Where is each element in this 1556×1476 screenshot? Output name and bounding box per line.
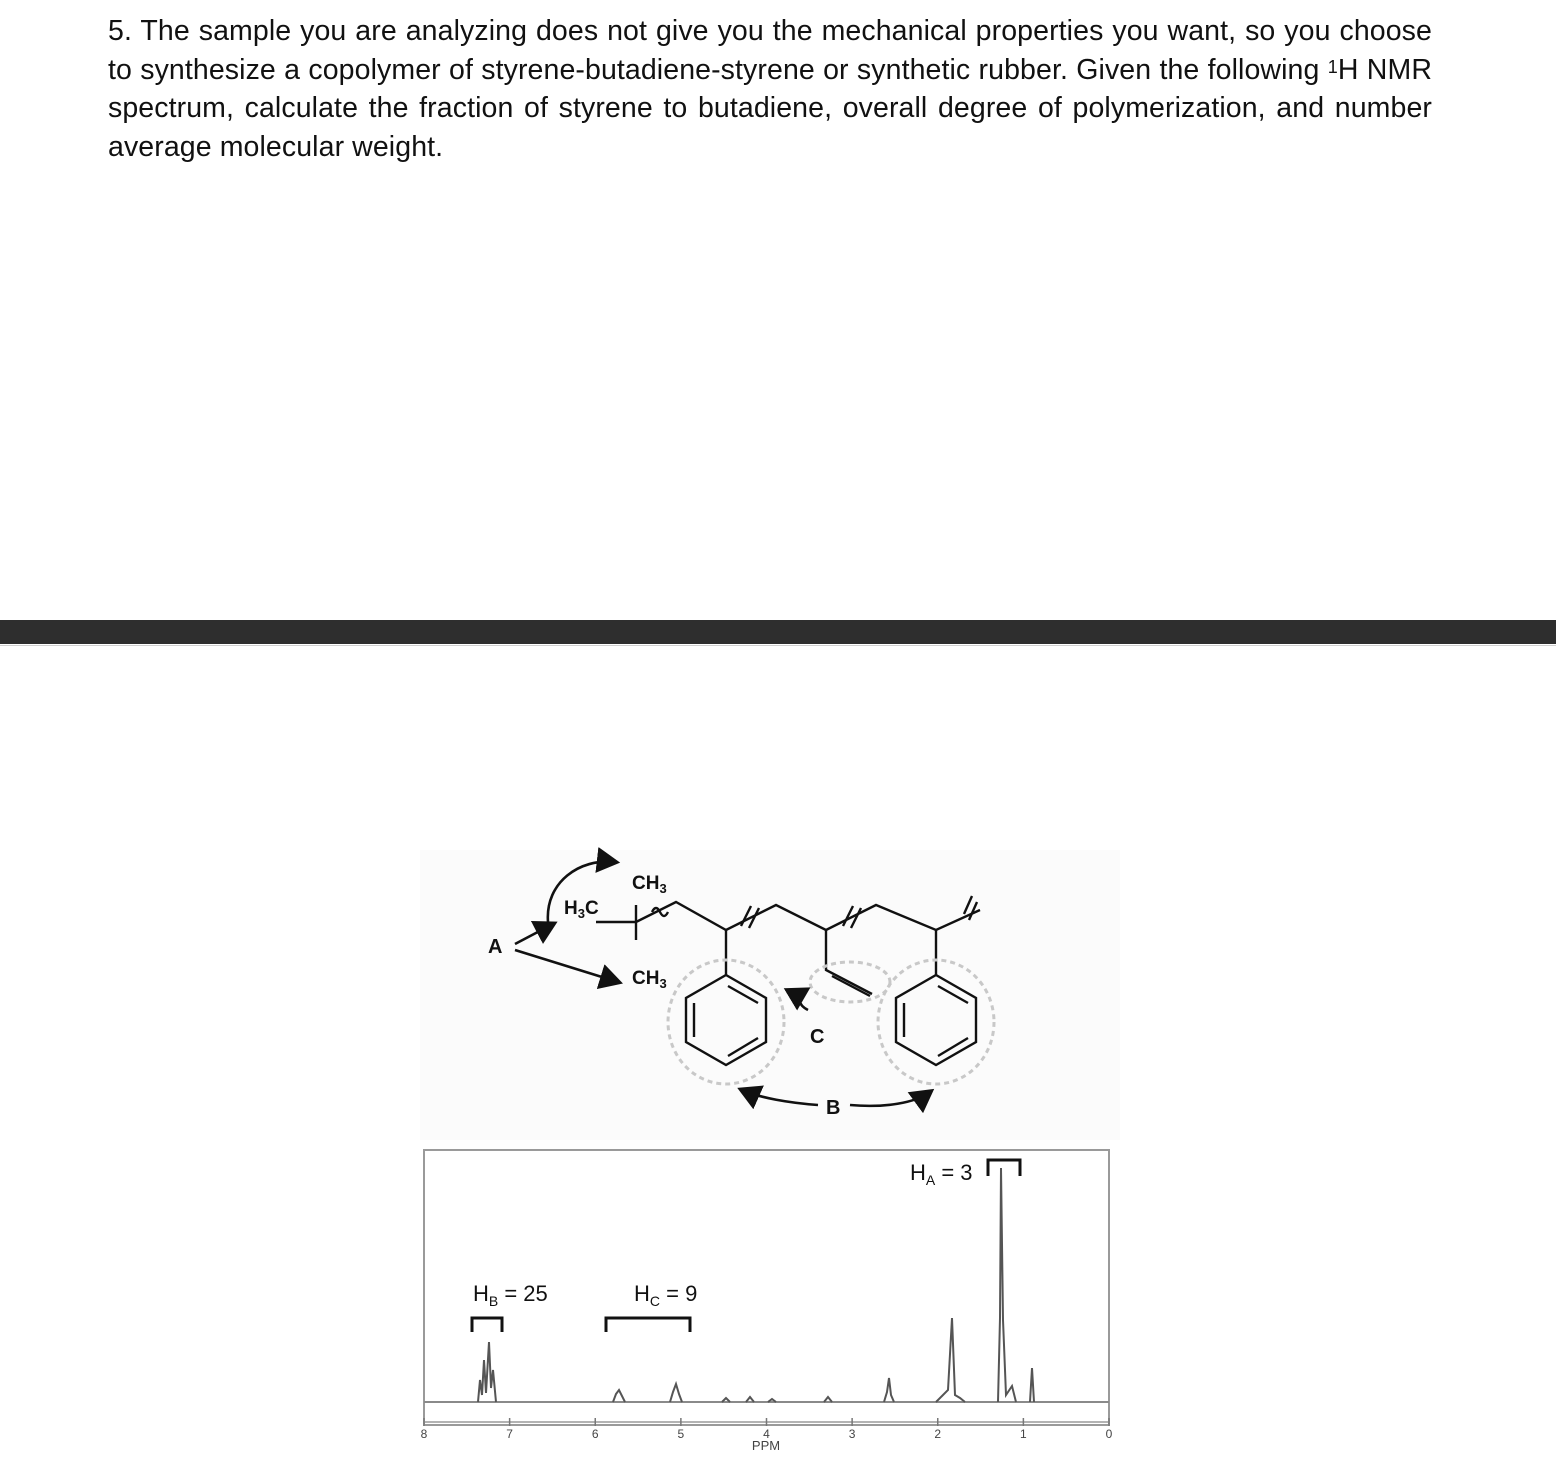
h3c-group: $H_3C$ — [564, 898, 599, 921]
label-a: A — [488, 936, 503, 958]
x-tick-label: 2 — [934, 1427, 942, 1441]
x-tick-label: 3 — [848, 1427, 856, 1441]
hb-integration-label: $H_B = 25$ — [473, 1281, 548, 1309]
x-tick-label: 7 — [506, 1427, 513, 1441]
x-axis-title: PPM — [751, 1438, 781, 1453]
label-b: B — [826, 1097, 841, 1119]
x-tick-label: 6 — [591, 1427, 599, 1441]
label-c: C — [810, 1026, 825, 1048]
x-tick-label: 0 — [1105, 1427, 1113, 1441]
x-tick-label: 4 — [763, 1427, 770, 1441]
isotope-superscript: 1 — [1327, 56, 1338, 77]
question-body-part2: H NMR spectrum, calculate the fraction of styrene to butadiene, overall degree of polymerization, and number average molecular weight. — [108, 53, 1432, 163]
question-body-part1: The sample you are analyzing does not give you the mechanical properties you want, so you choose to synthesize a copolymer of styrene-butadiene-styrene or synthetic rubber. Given the following — [108, 15, 1432, 86]
question-number: 5. — [108, 15, 132, 47]
ha-integration-label: $H_A = 3$ — [910, 1160, 973, 1188]
x-tick-label: 8 — [420, 1427, 428, 1441]
x-tick-label: 5 — [677, 1427, 685, 1441]
figure-background — [420, 850, 1120, 1140]
hc-integration-label: $H_C = 9$ — [634, 1281, 698, 1309]
ch3-bottom-group: $CH_3$ — [632, 968, 667, 991]
x-tick-label: 1 — [1020, 1427, 1027, 1441]
ch3-top-group: $CH_3$ — [632, 873, 667, 896]
